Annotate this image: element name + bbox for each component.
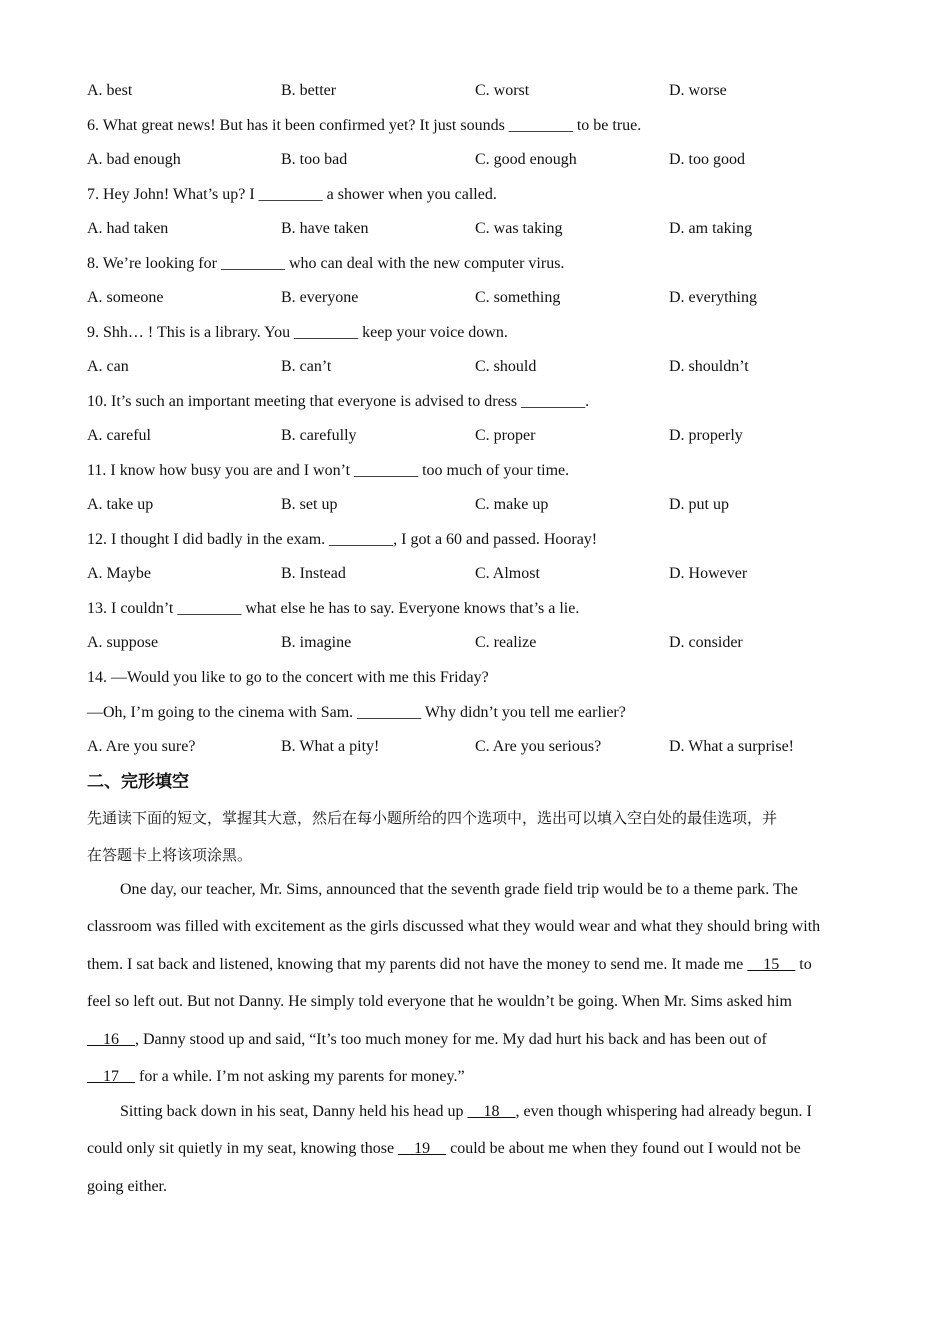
blank-16[interactable]: 16	[87, 1031, 135, 1048]
option-b[interactable]: B. set up	[281, 496, 338, 513]
option-d[interactable]: D. properly	[669, 427, 743, 444]
question-8-stem: 8. We’re looking for ________ who can deal with the new computer virus.	[87, 255, 565, 272]
option-a[interactable]: A. can	[87, 358, 129, 375]
passage-text: could be about me when they found out I would not be	[446, 1140, 801, 1157]
passage-text: them. I sat back and listened, knowing that my parents did not have the money to send me. It made me	[87, 956, 748, 973]
question-11-stem: 11. I know how busy you are and I won’t ________ too much of your time.	[87, 462, 570, 479]
passage-text: to	[795, 956, 812, 973]
question-14-options	[87, 737, 867, 757]
option-d[interactable]: D. However	[669, 565, 748, 582]
question-9-stem: 9. Shh… ! This is a library. You ________ keep your voice down.	[87, 324, 508, 341]
passage-text: , even though whispering had already begun. I	[515, 1103, 812, 1120]
question-13-stem: 13. I couldn’t ________ what else he has to say. Everyone knows that’s a lie.	[87, 600, 580, 617]
passage-line	[87, 1139, 867, 1159]
option-b[interactable]: B. everyone	[281, 289, 359, 306]
option-b[interactable]: B. can’t	[281, 358, 332, 375]
question-12-options	[87, 564, 867, 584]
section-instructions-line-1: 先通读下面的短文，掌握其大意，然后在每小题所给的四个选项中，选出可以填入空白处的最佳选项，并	[87, 809, 778, 827]
option-c[interactable]: C. proper	[475, 427, 536, 444]
question-14-reply: —Oh, I’m going to the cinema with Sam. ________ Why didn’t you tell me earlier?	[87, 704, 626, 721]
option-a[interactable]: A. suppose	[87, 634, 159, 651]
question-12-stem: 12. I thought I did badly in the exam. ________, I got a 60 and passed. Hooray!	[87, 531, 598, 548]
option-c[interactable]: C. Almost	[475, 565, 540, 582]
option-b[interactable]: B. better	[281, 82, 337, 99]
option-b[interactable]: B. imagine	[281, 634, 352, 651]
question-6-options	[87, 150, 867, 170]
option-b[interactable]: B. have taken	[281, 220, 369, 237]
passage-line: One day, our teacher, Mr. Sims, announced that the seventh grade field trip would be to a theme park. The	[120, 881, 798, 898]
option-d[interactable]: D. everything	[669, 289, 757, 306]
option-c[interactable]: C. should	[475, 358, 537, 375]
question-9-options	[87, 357, 867, 377]
passage-line: going either.	[87, 1178, 167, 1195]
option-b[interactable]: B. carefully	[281, 427, 357, 444]
question-6-stem: 6. What great news! But has it been confirmed yet? It just sounds ________ to be true.	[87, 117, 642, 134]
option-c[interactable]: C. good enough	[475, 151, 577, 168]
option-a[interactable]: A. best	[87, 82, 133, 99]
question-11-options	[87, 495, 867, 515]
option-b[interactable]: B. What a pity!	[281, 738, 380, 755]
option-b[interactable]: B. Instead	[281, 565, 346, 582]
passage-text: for a while. I’m not asking my parents for money.”	[135, 1068, 465, 1085]
section-instructions-line-2: 在答题卡上将该项涂黑。	[87, 846, 253, 864]
passage-text: could only sit quietly in my seat, knowing those	[87, 1140, 399, 1157]
question-5-options	[87, 81, 867, 101]
option-a[interactable]: A. Maybe	[87, 565, 151, 582]
option-d[interactable]: D. What a surprise!	[669, 738, 794, 755]
option-c[interactable]: C. realize	[475, 634, 537, 651]
question-10-stem: 10. It’s such an important meeting that everyone is advised to dress ________.	[87, 393, 590, 410]
option-a[interactable]: A. take up	[87, 496, 154, 513]
option-a[interactable]: A. someone	[87, 289, 164, 306]
option-d[interactable]: D. too good	[669, 151, 745, 168]
question-7-options	[87, 219, 867, 239]
passage-line	[87, 1102, 900, 1122]
option-c[interactable]: C. was taking	[475, 220, 563, 237]
passage-line: feel so left out. But not Danny. He simply told everyone that he wouldn’t be going. When Mr. Sims asked him	[87, 993, 792, 1010]
blank-17[interactable]: 17	[87, 1068, 135, 1085]
blank-15[interactable]: 15	[747, 956, 796, 973]
question-14-stem: 14. —Would you like to go to the concert with me this Friday?	[87, 669, 489, 686]
passage-text: Sitting back down in his seat, Danny held his head up	[120, 1103, 468, 1120]
question-13-options	[87, 633, 867, 653]
question-8-options	[87, 288, 867, 308]
passage-line: classroom was filled with excitement as the girls discussed what they would wear and what they should bring with	[87, 918, 821, 935]
option-b[interactable]: B. too bad	[281, 151, 348, 168]
option-c[interactable]: C. something	[475, 289, 561, 306]
passage-line	[87, 1030, 867, 1050]
option-c[interactable]: C. worst	[475, 82, 530, 99]
passage-line	[87, 1067, 867, 1087]
question-10-options	[87, 426, 867, 446]
passage-line	[87, 955, 867, 975]
blank-18[interactable]: 18	[467, 1103, 516, 1120]
blank-19[interactable]: 19	[398, 1140, 447, 1157]
section-heading: 二、完形填空	[87, 772, 189, 792]
option-a[interactable]: A. Are you sure?	[87, 738, 196, 755]
option-c[interactable]: C. make up	[475, 496, 549, 513]
question-7-stem: 7. Hey John! What’s up? I ________ a shower when you called.	[87, 186, 497, 203]
option-d[interactable]: D. am taking	[669, 220, 753, 237]
option-a[interactable]: A. careful	[87, 427, 151, 444]
option-d[interactable]: D. worse	[669, 82, 727, 99]
passage-text: , Danny stood up and said, “It’s too much money for me. My dad hurt his back and has been out of	[135, 1031, 767, 1048]
option-a[interactable]: A. had taken	[87, 220, 169, 237]
option-a[interactable]: A. bad enough	[87, 151, 181, 168]
option-d[interactable]: D. consider	[669, 634, 743, 651]
option-c[interactable]: C. Are you serious?	[475, 738, 602, 755]
option-d[interactable]: D. put up	[669, 496, 729, 513]
option-d[interactable]: D. shouldn’t	[669, 358, 749, 375]
